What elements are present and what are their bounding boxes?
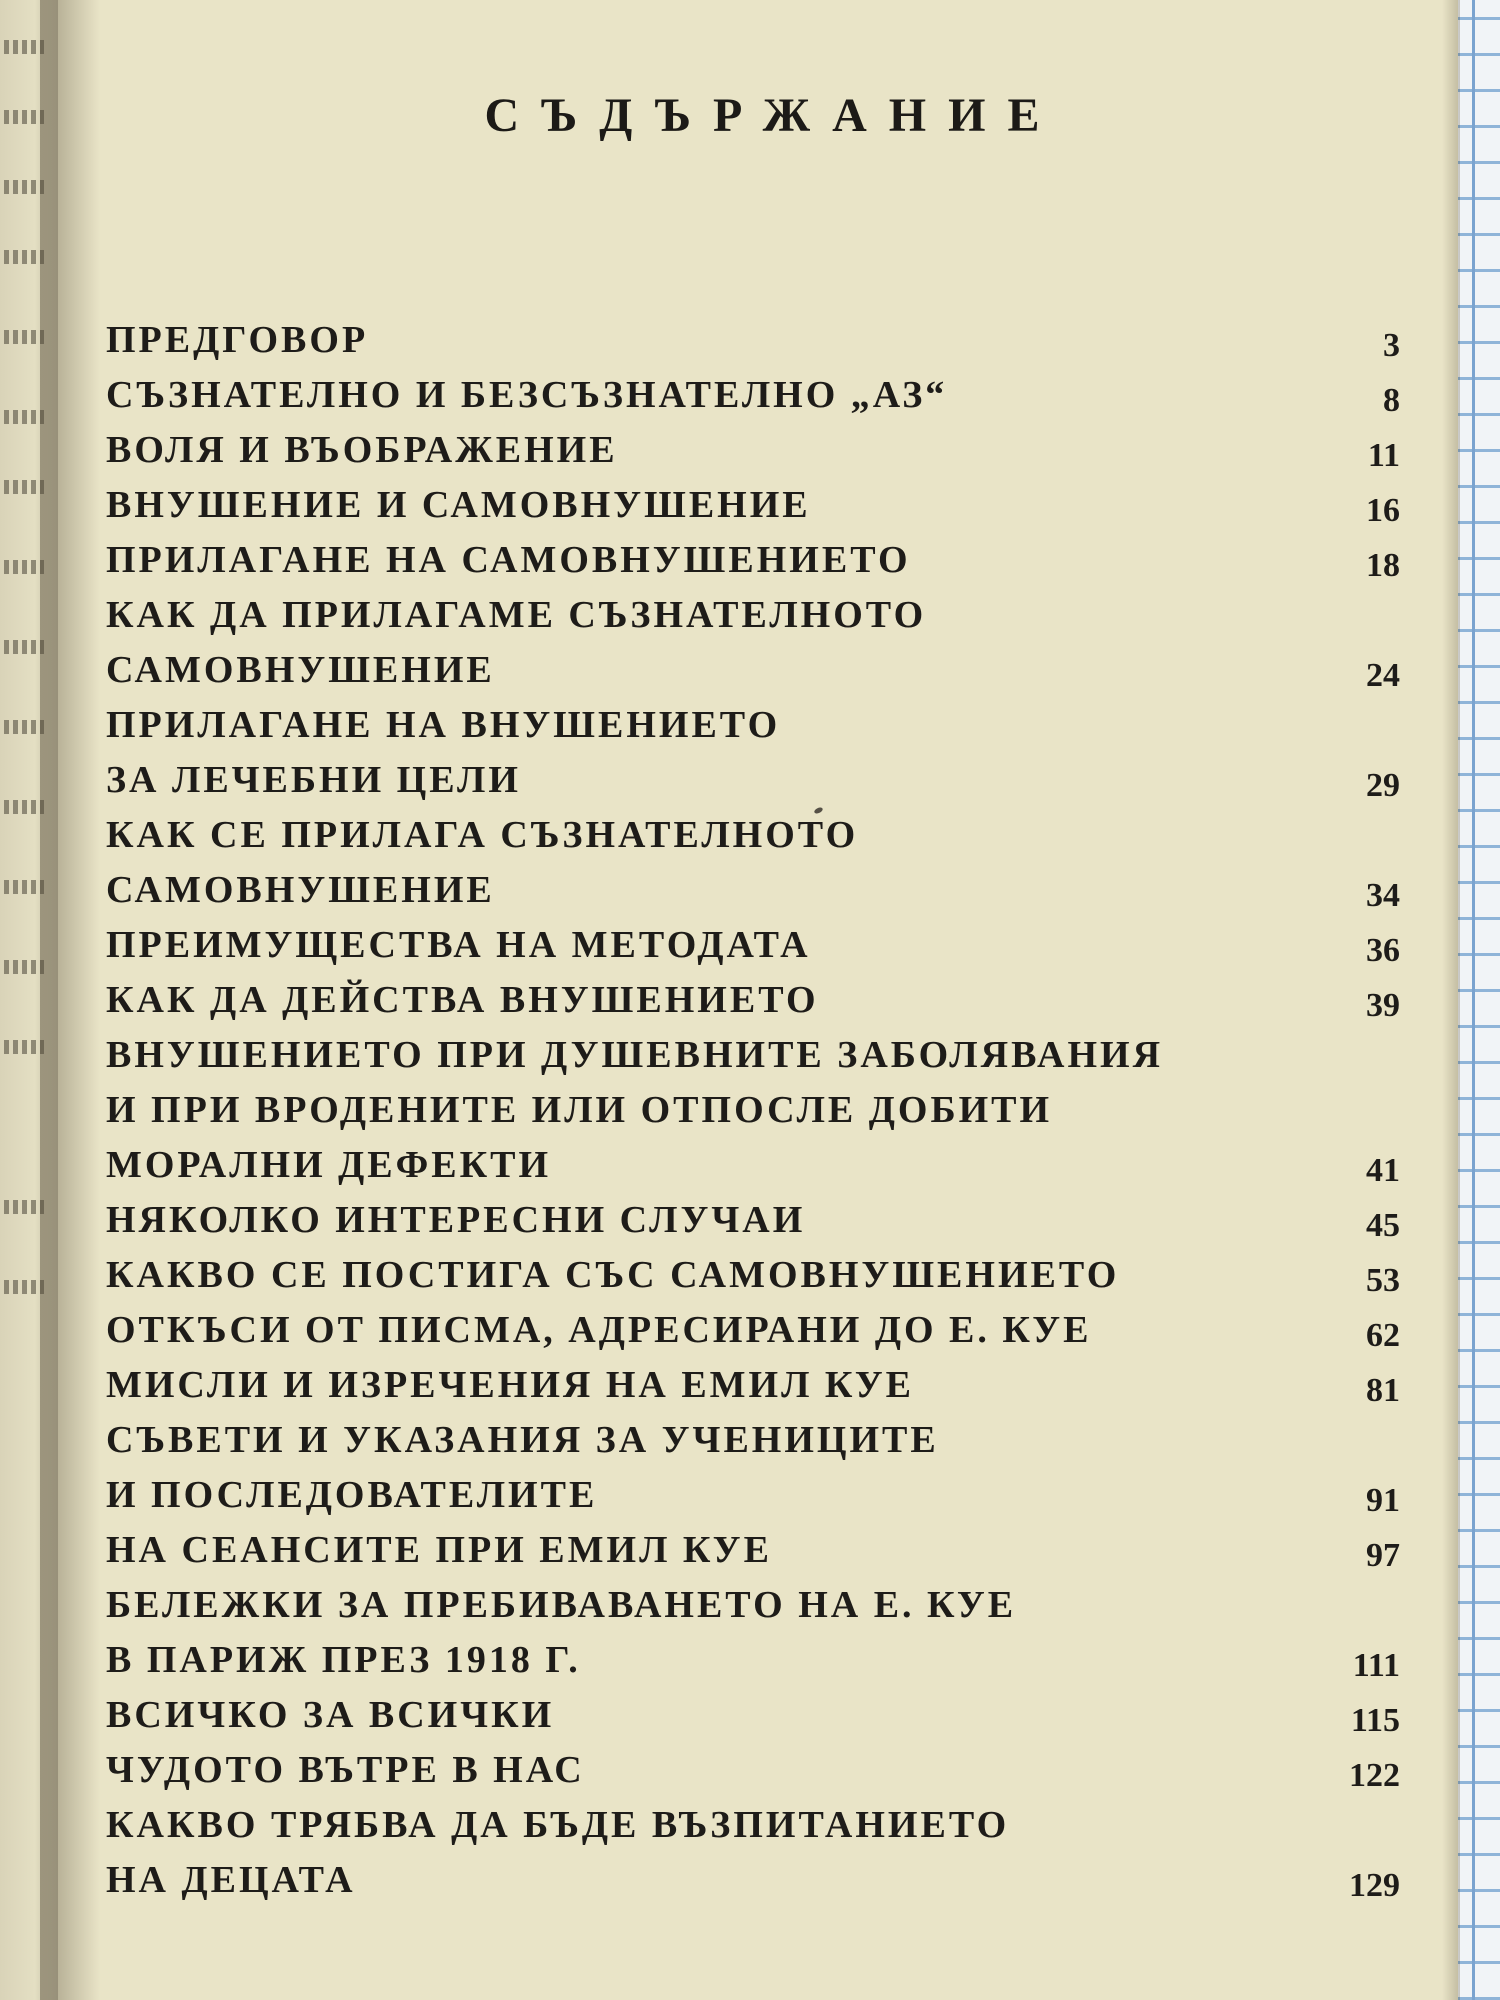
toc-entry-line: МИСЛИ И ИЗРЕЧЕНИЯ НА ЕМИЛ КУЕ [106, 1364, 914, 1406]
toc-page-number: 53 [1366, 1262, 1400, 1299]
toc-page-number: 3 [1383, 327, 1400, 364]
toc-page-number: 111 [1352, 1647, 1400, 1684]
toc-entry-line: В ПАРИЖ ПРЕЗ 1918 Г. [106, 1639, 581, 1681]
toc-entry-title [106, 1418, 939, 1528]
toc-page-number: 81 [1366, 1372, 1400, 1409]
toc-entry-line: ЧУДОТО ВЪТРЕ В НАС [106, 1749, 585, 1791]
toc-entry-line: ВНУШЕНИЕТО ПРИ ДУШЕВНИТЕ ЗАБОЛЯВАНИЯ [106, 1034, 1164, 1076]
toc-entry-title [106, 483, 811, 538]
toc-entry-line: САМОВНУШЕНИЕ [106, 869, 495, 911]
toc-entry-title [106, 1363, 914, 1418]
toc-page-number: 8 [1383, 382, 1400, 419]
toc-entry-line: САМОВНУШЕНИЕ [106, 649, 495, 691]
ruled-paper-edge [1458, 0, 1500, 2000]
toc-page-number: 115 [1350, 1702, 1400, 1739]
toc-page-number: 129 [1349, 1867, 1400, 1904]
toc-entry-line: И ПРИ ВРОДЕНИТЕ ИЛИ ОТПОСЛЕ ДОБИТИ [106, 1089, 1053, 1131]
toc-entry-title [106, 373, 947, 428]
toc-entry-title [106, 1803, 1009, 1913]
toc-page-number: 34 [1366, 877, 1400, 914]
toc-entry-title [106, 1033, 1163, 1198]
toc-entry-line: КАК ДА ПРИЛАГАМЕ СЪЗНАТЕЛНОТО [106, 594, 927, 636]
toc-entry-line: ВСИЧКО ЗА ВСИЧКИ [106, 1694, 555, 1736]
toc-entry-title [106, 813, 858, 923]
toc-entry-line: ОТКЪСИ ОТ ПИСМА, АДРЕСИРАНИ ДО Е. КУЕ [106, 1309, 1092, 1351]
toc-entry-line: БЕЛЕЖКИ ЗА ПРЕБИВАВАНЕТО НА Е. КУЕ [106, 1584, 1017, 1626]
toc-entry-line: КАК СЕ ПРИЛАГА СЪЗНАТЕЛНОТО [106, 814, 859, 856]
toc-entry-line: НА СЕАНСИТЕ ПРИ ЕМИЛ КУЕ [106, 1529, 772, 1571]
page-title: СЪДЪРЖАНИЕ [484, 89, 1062, 142]
toc-entry-title [106, 1693, 554, 1748]
toc-entry-line: КАК ДА ДЕЙСТВА ВНУШЕНИЕТО [106, 979, 819, 1021]
toc-page-number: 45 [1366, 1207, 1400, 1244]
toc-entry-title [106, 318, 368, 373]
toc-page-number: 122 [1349, 1757, 1400, 1794]
toc-entry-line: СЪЗНАТЕЛНО И БЕЗСЪЗНАТЕЛНО „АЗ“ [106, 374, 948, 416]
toc-entry-line: ВНУШЕНИЕ И САМОВНУШЕНИЕ [106, 484, 811, 526]
toc-page-number: 41 [1366, 1152, 1400, 1189]
toc-entry-title [106, 593, 926, 703]
toc-entry-line: НА ДЕЦАТА [106, 1859, 356, 1901]
toc-entry-title [106, 1528, 772, 1583]
toc-entry-line: МОРАЛНИ ДЕФЕКТИ [106, 1144, 552, 1186]
toc-entry-line: НЯКОЛКО ИНТЕРЕСНИ СЛУЧАИ [106, 1199, 806, 1241]
toc-entry-line: ПРЕДГОВОР [106, 319, 369, 361]
toc-entry-line: ВОЛЯ И ВЪОБРАЖЕНИЕ [106, 429, 618, 471]
toc-entry-title [106, 1198, 805, 1253]
toc-page-number: 62 [1366, 1317, 1400, 1354]
toc-entry-title [106, 978, 819, 1033]
table-of-contents [58, 0, 1458, 2000]
toc-entry-title [106, 1253, 1119, 1308]
toc-entry-title [106, 1748, 585, 1803]
toc-page-number: 24 [1366, 657, 1400, 694]
toc-entry-title [106, 538, 911, 593]
toc-entry-title [106, 428, 618, 483]
toc-page-number: 18 [1366, 547, 1400, 584]
toc-page-number: 97 [1366, 1537, 1400, 1574]
toc-entry-line: И ПОСЛЕДОВАТЕЛИТЕ [106, 1474, 598, 1516]
toc-entry-title [106, 1308, 1091, 1363]
toc-entry-title [106, 923, 811, 978]
toc-entry-line: ЗА ЛЕЧЕБНИ ЦЕЛИ [106, 759, 521, 801]
toc-page-number: 16 [1366, 492, 1400, 529]
toc-entry-line: ПРЕИМУЩЕСТВА НА МЕТОДАТА [106, 924, 811, 966]
toc-entry-line: СЪВЕТИ И УКАЗАНИЯ ЗА УЧЕНИЦИТЕ [106, 1419, 939, 1461]
toc-entry-line: ПРИЛАГАНЕ НА ВНУШЕНИЕТО [106, 704, 781, 746]
toc-entry-title [106, 1583, 1016, 1693]
toc-entry-title [106, 703, 780, 813]
book-page [58, 0, 1458, 2000]
toc-page-number: 36 [1366, 932, 1400, 969]
toc-page-number: 11 [1367, 437, 1400, 474]
toc-entry-line: ПРИЛАГАНЕ НА САМОВНУШЕНИЕТО [106, 539, 911, 581]
toc-page-number: 91 [1366, 1482, 1400, 1519]
toc-page-number: 29 [1366, 767, 1400, 804]
toc-entry-line: КАКВО ТРЯБВА ДА БЪДЕ ВЪЗПИТАНИЕТО [106, 1804, 1010, 1846]
toc-entry-line: КАКВО СЕ ПОСТИГА СЪС САМОВНУШЕНИЕТО [106, 1254, 1120, 1296]
toc-page-number: 39 [1366, 987, 1400, 1024]
